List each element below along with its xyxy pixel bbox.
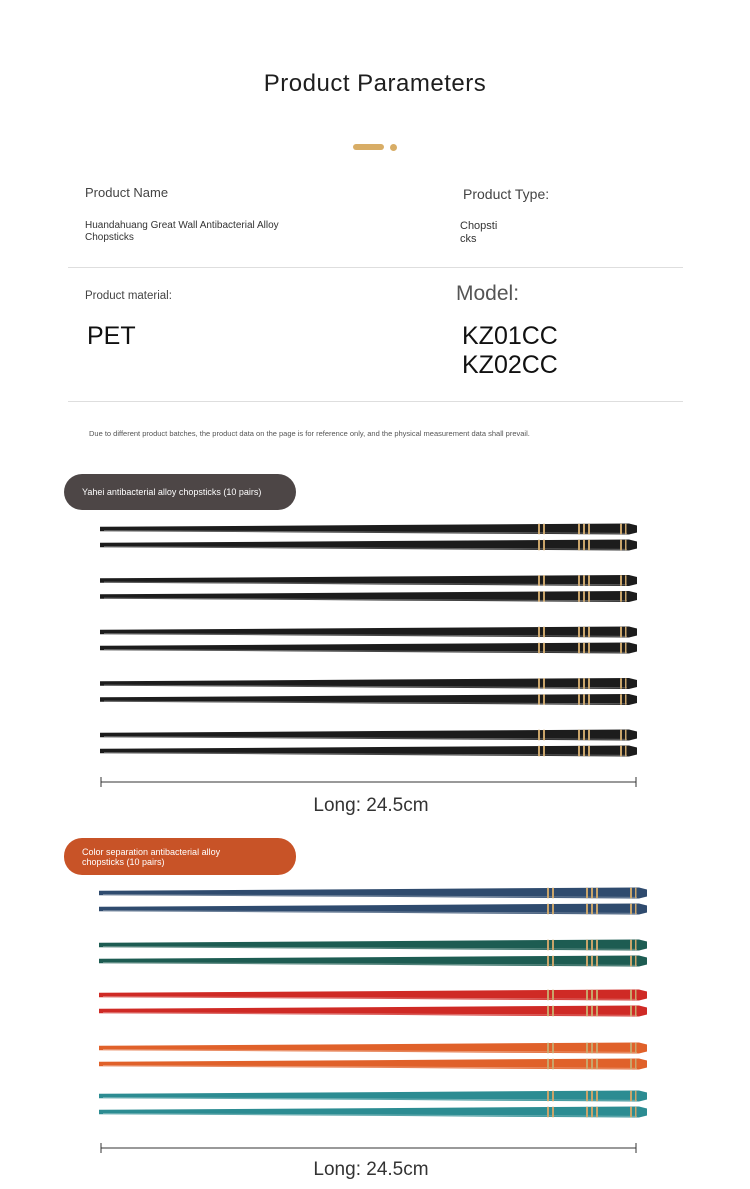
section1-pair-1-stick-1-gold-band-3 bbox=[583, 524, 585, 534]
section2-pair-3-stick-1-gold-band-0 bbox=[547, 990, 549, 1000]
section1-pair-3-stick-1-gold-band-5 bbox=[620, 627, 622, 637]
section1-pair-2-stick-1-gold-band-2 bbox=[578, 575, 580, 585]
disclaimer-note: Due to different product batches, the product data on the page is for reference only, and the physical measurement data shall prevail. bbox=[89, 429, 530, 438]
section2-pair-2-stick-1-gold-band-2 bbox=[586, 940, 588, 950]
section2-pair-4-stick-2-gold-band-4 bbox=[596, 1059, 598, 1069]
section2-pair-3-stick-1-gold-band-4 bbox=[596, 990, 598, 1000]
section2-pair-2-stick-2-tip-band bbox=[635, 956, 637, 966]
section2-pair-4-stick-2-gold-band-2 bbox=[586, 1059, 588, 1069]
section2-pair-5-stick-1-gold-band-3 bbox=[591, 1091, 593, 1101]
section2-pair-3-stick-1-tip-band bbox=[635, 990, 637, 1000]
product-name-label: Product Name bbox=[85, 185, 169, 200]
section1-pair-4-stick-1-gold-band-0 bbox=[538, 678, 540, 688]
section2-pair-2-stick-1-gold-band-3 bbox=[591, 940, 593, 950]
section2-pair-1-stick-2-gold-band-4 bbox=[596, 904, 598, 914]
section2-pair-1-stick-2-gold-band-0 bbox=[547, 904, 549, 914]
section1-pair-4-stick-2-tip-band bbox=[625, 694, 627, 704]
section1-pair-1-stick-1-gold-band-0 bbox=[538, 524, 540, 534]
section2-pair-1-stick-2-gold-band-2 bbox=[586, 904, 588, 914]
section1-pair-4-stick-1-gold-band-1 bbox=[543, 678, 545, 688]
section1-pair-4-stick-1-gold-band-4 bbox=[588, 678, 590, 688]
section1-pair-2-stick-1-tip-band bbox=[625, 575, 627, 585]
section1-pair-1-stick-2-gold-band-2 bbox=[578, 540, 580, 550]
section1-pair-3-stick-2-gold-band-3 bbox=[583, 643, 585, 653]
model-value-1: KZ01CC bbox=[462, 322, 558, 350]
product-name-value-line1: Huandahuang Great Wall Antibacterial Alloy bbox=[85, 220, 279, 231]
section1-pair-3-stick-1-gold-band-4 bbox=[588, 627, 590, 637]
section1-pair-4-stick-1-gold-band-3 bbox=[583, 678, 585, 688]
section1-pair-2-stick-2-gold-band-1 bbox=[543, 591, 545, 601]
section2-pair-3-stick-2-gold-band-2 bbox=[586, 1006, 588, 1016]
section1-pair-4-stick-2-gold-band-4 bbox=[588, 694, 590, 704]
section2-pair-3-stick-2-gold-band-1 bbox=[552, 1006, 554, 1016]
section2-pair-1-stick-1-tip-band bbox=[635, 888, 637, 898]
section1-pair-5-stick-2-gold-band-0 bbox=[538, 746, 540, 756]
section1-pair-5-stick-1-gold-band-0 bbox=[538, 730, 540, 740]
section1-pair-3-stick-2-gold-band-5 bbox=[620, 643, 622, 653]
section1-pair-2-stick-1-gold-band-4 bbox=[588, 575, 590, 585]
section1-pair-4-stick-2-gold-band-0 bbox=[538, 694, 540, 704]
section1-pair-5-stick-2-tip-band bbox=[625, 746, 627, 756]
section2-pair-4-stick-1-gold-band-3 bbox=[591, 1043, 593, 1053]
material-value: PET bbox=[87, 322, 136, 350]
section2-pair-3-stick-1-gold-band-5 bbox=[630, 990, 632, 1000]
section2-pair-5-stick-1-tip-band bbox=[635, 1091, 637, 1101]
section1-pair-5-stick-1-gold-band-2 bbox=[578, 730, 580, 740]
section1-pair-1-stick-1-gold-band-5 bbox=[620, 524, 622, 534]
section1-pair-1-stick-1-gold-band-1 bbox=[543, 524, 545, 534]
section1-pair-5-stick-2-gold-band-3 bbox=[583, 746, 585, 756]
section2-pair-4-stick-1-gold-band-4 bbox=[596, 1043, 598, 1053]
section2-pair-5-stick-2-gold-band-4 bbox=[596, 1107, 598, 1117]
section2-pair-4-stick-1-tip-band bbox=[635, 1043, 637, 1053]
section1-pair-1-stick-2-gold-band-4 bbox=[588, 540, 590, 550]
section1-pair-4-stick-2-gold-band-2 bbox=[578, 694, 580, 704]
section2-pair-5-stick-1-gold-band-0 bbox=[547, 1091, 549, 1101]
section1-pair-3-stick-1-gold-band-1 bbox=[543, 627, 545, 637]
section2-pair-3-stick-2-gold-band-3 bbox=[591, 1006, 593, 1016]
section2-pair-4-stick-1-gold-band-2 bbox=[586, 1043, 588, 1053]
section2-pair-1-stick-1-gold-band-2 bbox=[586, 888, 588, 898]
section1-pair-5-stick-1-gold-band-4 bbox=[588, 730, 590, 740]
section2-label-line2: chopsticks (10 pairs) bbox=[82, 856, 165, 867]
section2-pair-5-stick-1-gold-band-1 bbox=[552, 1091, 554, 1101]
model-label: Model: bbox=[456, 282, 520, 305]
section1-pair-2-stick-1-gold-band-1 bbox=[543, 575, 545, 585]
section2-pair-3-stick-1-gold-band-1 bbox=[552, 990, 554, 1000]
section1-pair-2-stick-1-gold-band-0 bbox=[538, 575, 540, 585]
section2-pair-1-stick-2-gold-band-3 bbox=[591, 904, 593, 914]
section1-pair-3-stick-1-gold-band-0 bbox=[538, 627, 540, 637]
section2-pair-2-stick-2-gold-band-2 bbox=[586, 956, 588, 966]
section1-pair-5-stick-2-gold-band-2 bbox=[578, 746, 580, 756]
section1-pair-4-stick-2-gold-band-5 bbox=[620, 694, 622, 704]
page-title: Product Parameters bbox=[263, 70, 487, 97]
section2-pair-3-stick-2-gold-band-5 bbox=[630, 1006, 632, 1016]
material-label: Product material: bbox=[85, 290, 172, 302]
section2-pair-2-stick-1-gold-band-5 bbox=[630, 940, 632, 950]
model-value-2: KZ02CC bbox=[462, 351, 558, 379]
section1-pair-4-stick-2-gold-band-1 bbox=[543, 694, 545, 704]
section2-pair-5-stick-1-gold-band-5 bbox=[630, 1091, 632, 1101]
section1-pair-5-stick-2-gold-band-1 bbox=[543, 746, 545, 756]
section2-pair-5-stick-2-gold-band-2 bbox=[586, 1107, 588, 1117]
section1-pair-3-stick-1-gold-band-2 bbox=[578, 627, 580, 637]
section2-pair-1-stick-1-gold-band-1 bbox=[552, 888, 554, 898]
section1-pair-3-stick-2-gold-band-1 bbox=[543, 643, 545, 653]
section1-pair-3-stick-1-tip-band bbox=[625, 627, 627, 637]
section1-pair-5-stick-1-gold-band-1 bbox=[543, 730, 545, 740]
section1-pair-1-stick-2-gold-band-0 bbox=[538, 540, 540, 550]
section1-pair-5-stick-1-gold-band-5 bbox=[620, 730, 622, 740]
section2-pair-3-stick-1-gold-band-2 bbox=[586, 990, 588, 1000]
section2-pair-5-stick-2-gold-band-5 bbox=[630, 1107, 632, 1117]
section2-pair-4-stick-1-gold-band-5 bbox=[630, 1043, 632, 1053]
section2-pair-5-stick-2-gold-band-0 bbox=[547, 1107, 549, 1117]
section1-pair-1-stick-1-tip-band bbox=[625, 524, 627, 534]
section1-pair-3-stick-2-gold-band-4 bbox=[588, 643, 590, 653]
section1-pair-1-stick-2-gold-band-3 bbox=[583, 540, 585, 550]
section2-pair-1-stick-1-gold-band-4 bbox=[596, 888, 598, 898]
section1-pair-2-stick-1-gold-band-5 bbox=[620, 575, 622, 585]
section2-pair-3-stick-2-gold-band-4 bbox=[596, 1006, 598, 1016]
section1-pair-3-stick-1-gold-band-3 bbox=[583, 627, 585, 637]
section1-pair-2-stick-2-gold-band-0 bbox=[538, 591, 540, 601]
section1-pair-3-stick-2-gold-band-0 bbox=[538, 643, 540, 653]
section2-pair-2-stick-2-gold-band-5 bbox=[630, 956, 632, 966]
section1-pair-1-stick-1-gold-band-4 bbox=[588, 524, 590, 534]
section2-pair-4-stick-2-gold-band-5 bbox=[630, 1059, 632, 1069]
section2-pair-1-stick-2-gold-band-5 bbox=[630, 904, 632, 914]
section1-pair-3-stick-2-gold-band-2 bbox=[578, 643, 580, 653]
section2-pair-1-stick-1-gold-band-3 bbox=[591, 888, 593, 898]
section2-pair-1-stick-1-gold-band-5 bbox=[630, 888, 632, 898]
section1-pair-4-stick-1-gold-band-5 bbox=[620, 678, 622, 688]
section1-pair-1-stick-2-tip-band bbox=[625, 540, 627, 550]
section2-pair-1-stick-2-gold-band-1 bbox=[552, 904, 554, 914]
section1-pair-2-stick-2-gold-band-5 bbox=[620, 591, 622, 601]
section1-pair-1-stick-1-gold-band-2 bbox=[578, 524, 580, 534]
section2-pair-2-stick-2-gold-band-3 bbox=[591, 956, 593, 966]
section1-pair-4-stick-1-tip-band bbox=[625, 678, 627, 688]
section2-pair-5-stick-1-gold-band-2 bbox=[586, 1091, 588, 1101]
section2-pair-2-stick-1-tip-band bbox=[635, 940, 637, 950]
product-type-value-line1: Chopsti bbox=[460, 220, 498, 232]
section1-pair-5-stick-2-gold-band-5 bbox=[620, 746, 622, 756]
section1-length-label: Long: 24.5cm bbox=[313, 795, 429, 816]
product-name-value-line2: Chopsticks bbox=[85, 232, 134, 243]
section2-pair-5-stick-1-gold-band-4 bbox=[596, 1091, 598, 1101]
section1-pair-2-stick-1-gold-band-3 bbox=[583, 575, 585, 585]
section2-pair-4-stick-1-gold-band-0 bbox=[547, 1043, 549, 1053]
section1-pair-5-stick-1-gold-band-3 bbox=[583, 730, 585, 740]
section2-pair-4-stick-2-gold-band-1 bbox=[552, 1059, 554, 1069]
section2-pair-2-stick-2-gold-band-1 bbox=[552, 956, 554, 966]
section1-pair-2-stick-2-tip-band bbox=[625, 591, 627, 601]
section1-pair-2-stick-2-gold-band-4 bbox=[588, 591, 590, 601]
section1-pair-1-stick-2-gold-band-5 bbox=[620, 540, 622, 550]
section1-pair-3-stick-2-tip-band bbox=[625, 643, 627, 653]
section1-pair-2-stick-2-gold-band-2 bbox=[578, 591, 580, 601]
section2-length-label: Long: 24.5cm bbox=[313, 1159, 429, 1180]
section2-pair-2-stick-1-gold-band-0 bbox=[547, 940, 549, 950]
section2-pair-5-stick-2-gold-band-1 bbox=[552, 1107, 554, 1117]
section1-pair-4-stick-1-gold-band-2 bbox=[578, 678, 580, 688]
product-type-label: Product Type: bbox=[463, 186, 550, 202]
section1-pair-4-stick-2-gold-band-3 bbox=[583, 694, 585, 704]
section2-pair-2-stick-1-gold-band-4 bbox=[596, 940, 598, 950]
section2-pair-3-stick-2-gold-band-0 bbox=[547, 1006, 549, 1016]
section1-pair-1-stick-2-gold-band-1 bbox=[543, 540, 545, 550]
section2-pair-3-stick-1-gold-band-3 bbox=[591, 990, 593, 1000]
section1-pair-5-stick-1-tip-band bbox=[625, 730, 627, 740]
section2-pair-2-stick-2-gold-band-0 bbox=[547, 956, 549, 966]
section2-pair-4-stick-2-tip-band bbox=[635, 1059, 637, 1069]
product-type-value-line2: cks bbox=[460, 233, 477, 245]
section2-pair-5-stick-2-tip-band bbox=[635, 1107, 637, 1117]
section2-pair-2-stick-2-gold-band-4 bbox=[596, 956, 598, 966]
section2-pair-1-stick-2-tip-band bbox=[635, 904, 637, 914]
section1-label: Yahei antibacterial alloy chopsticks (10 pairs) bbox=[82, 487, 262, 497]
section1-pair-2-stick-2-gold-band-3 bbox=[583, 591, 585, 601]
section2-label-line1: Color separation antibacterial alloy bbox=[82, 846, 221, 857]
section2-pair-4-stick-1-gold-band-1 bbox=[552, 1043, 554, 1053]
section2-pair-4-stick-2-gold-band-3 bbox=[591, 1059, 593, 1069]
section2-pair-5-stick-2-gold-band-3 bbox=[591, 1107, 593, 1117]
section2-pair-4-stick-2-gold-band-0 bbox=[547, 1059, 549, 1069]
section2-pair-3-stick-2-tip-band bbox=[635, 1006, 637, 1016]
section1-pair-5-stick-2-gold-band-4 bbox=[588, 746, 590, 756]
section2-pair-1-stick-1-gold-band-0 bbox=[547, 888, 549, 898]
section2-pair-2-stick-1-gold-band-1 bbox=[552, 940, 554, 950]
